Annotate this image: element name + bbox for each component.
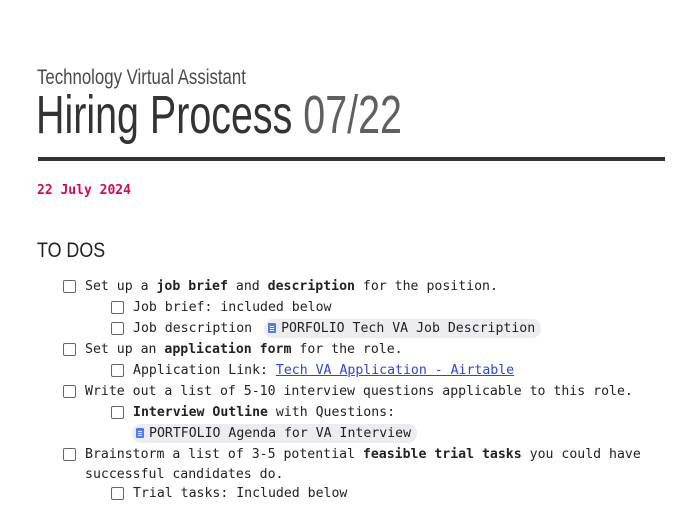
checkbox[interactable] [111, 406, 124, 419]
todo-item [111, 360, 514, 380]
todo-item [63, 381, 633, 401]
divider [38, 157, 665, 161]
date: 22 July 2024 [37, 183, 131, 198]
checkbox[interactable] [111, 322, 124, 335]
chip-row [120, 423, 417, 443]
todo-text: Set up a job brief and description for the position. [85, 278, 498, 294]
chip-label: PORTFOLIO Agenda for VA Interview [149, 425, 412, 441]
title-number: 07/22 [303, 85, 402, 145]
checkbox[interactable] [63, 343, 76, 356]
todo-item [111, 297, 332, 317]
subtitle: Technology Virtual Assistant [37, 66, 246, 89]
doc-chip[interactable] [264, 319, 541, 338]
section-heading: TO DOS [37, 239, 106, 262]
checkbox[interactable] [111, 487, 124, 500]
todo-text-continued: successful candidates do. [85, 466, 284, 482]
todo-item [111, 402, 395, 422]
checkbox[interactable] [63, 448, 76, 461]
application-link[interactable]: Tech VA Application - Airtable [275, 362, 515, 378]
checkbox[interactable] [111, 301, 124, 314]
todo-item [111, 483, 347, 503]
todo-item [63, 339, 403, 359]
title-text: Hiring Process [36, 85, 293, 145]
todo-text: Brainstorm a list of 3-5 potential feasible trial tasks you could have [85, 446, 641, 462]
doc-icon [136, 428, 144, 438]
todo-text: Interview Outline with Questions: [133, 404, 396, 420]
todo-text: Trial tasks: Included below [133, 485, 348, 501]
todo-item [111, 318, 541, 338]
checkbox[interactable] [111, 364, 124, 377]
doc-chip[interactable] [132, 424, 417, 443]
todo-text: Job description [133, 320, 253, 336]
todo-text: Write out a list of 5-10 interview questions applicable to this role. [85, 383, 633, 399]
todo-item [63, 444, 641, 464]
todo-text: Application Link: [133, 362, 276, 378]
todo-item [63, 276, 498, 296]
checkbox[interactable] [63, 280, 76, 293]
chip-label: PORFOLIO Tech VA Job Description [281, 320, 536, 336]
doc-icon [268, 323, 276, 333]
todo-text: Set up an application form for the role. [85, 341, 403, 357]
todo-text: Job brief: included below [133, 299, 332, 315]
checkbox[interactable] [63, 385, 76, 398]
page-title [36, 84, 402, 146]
